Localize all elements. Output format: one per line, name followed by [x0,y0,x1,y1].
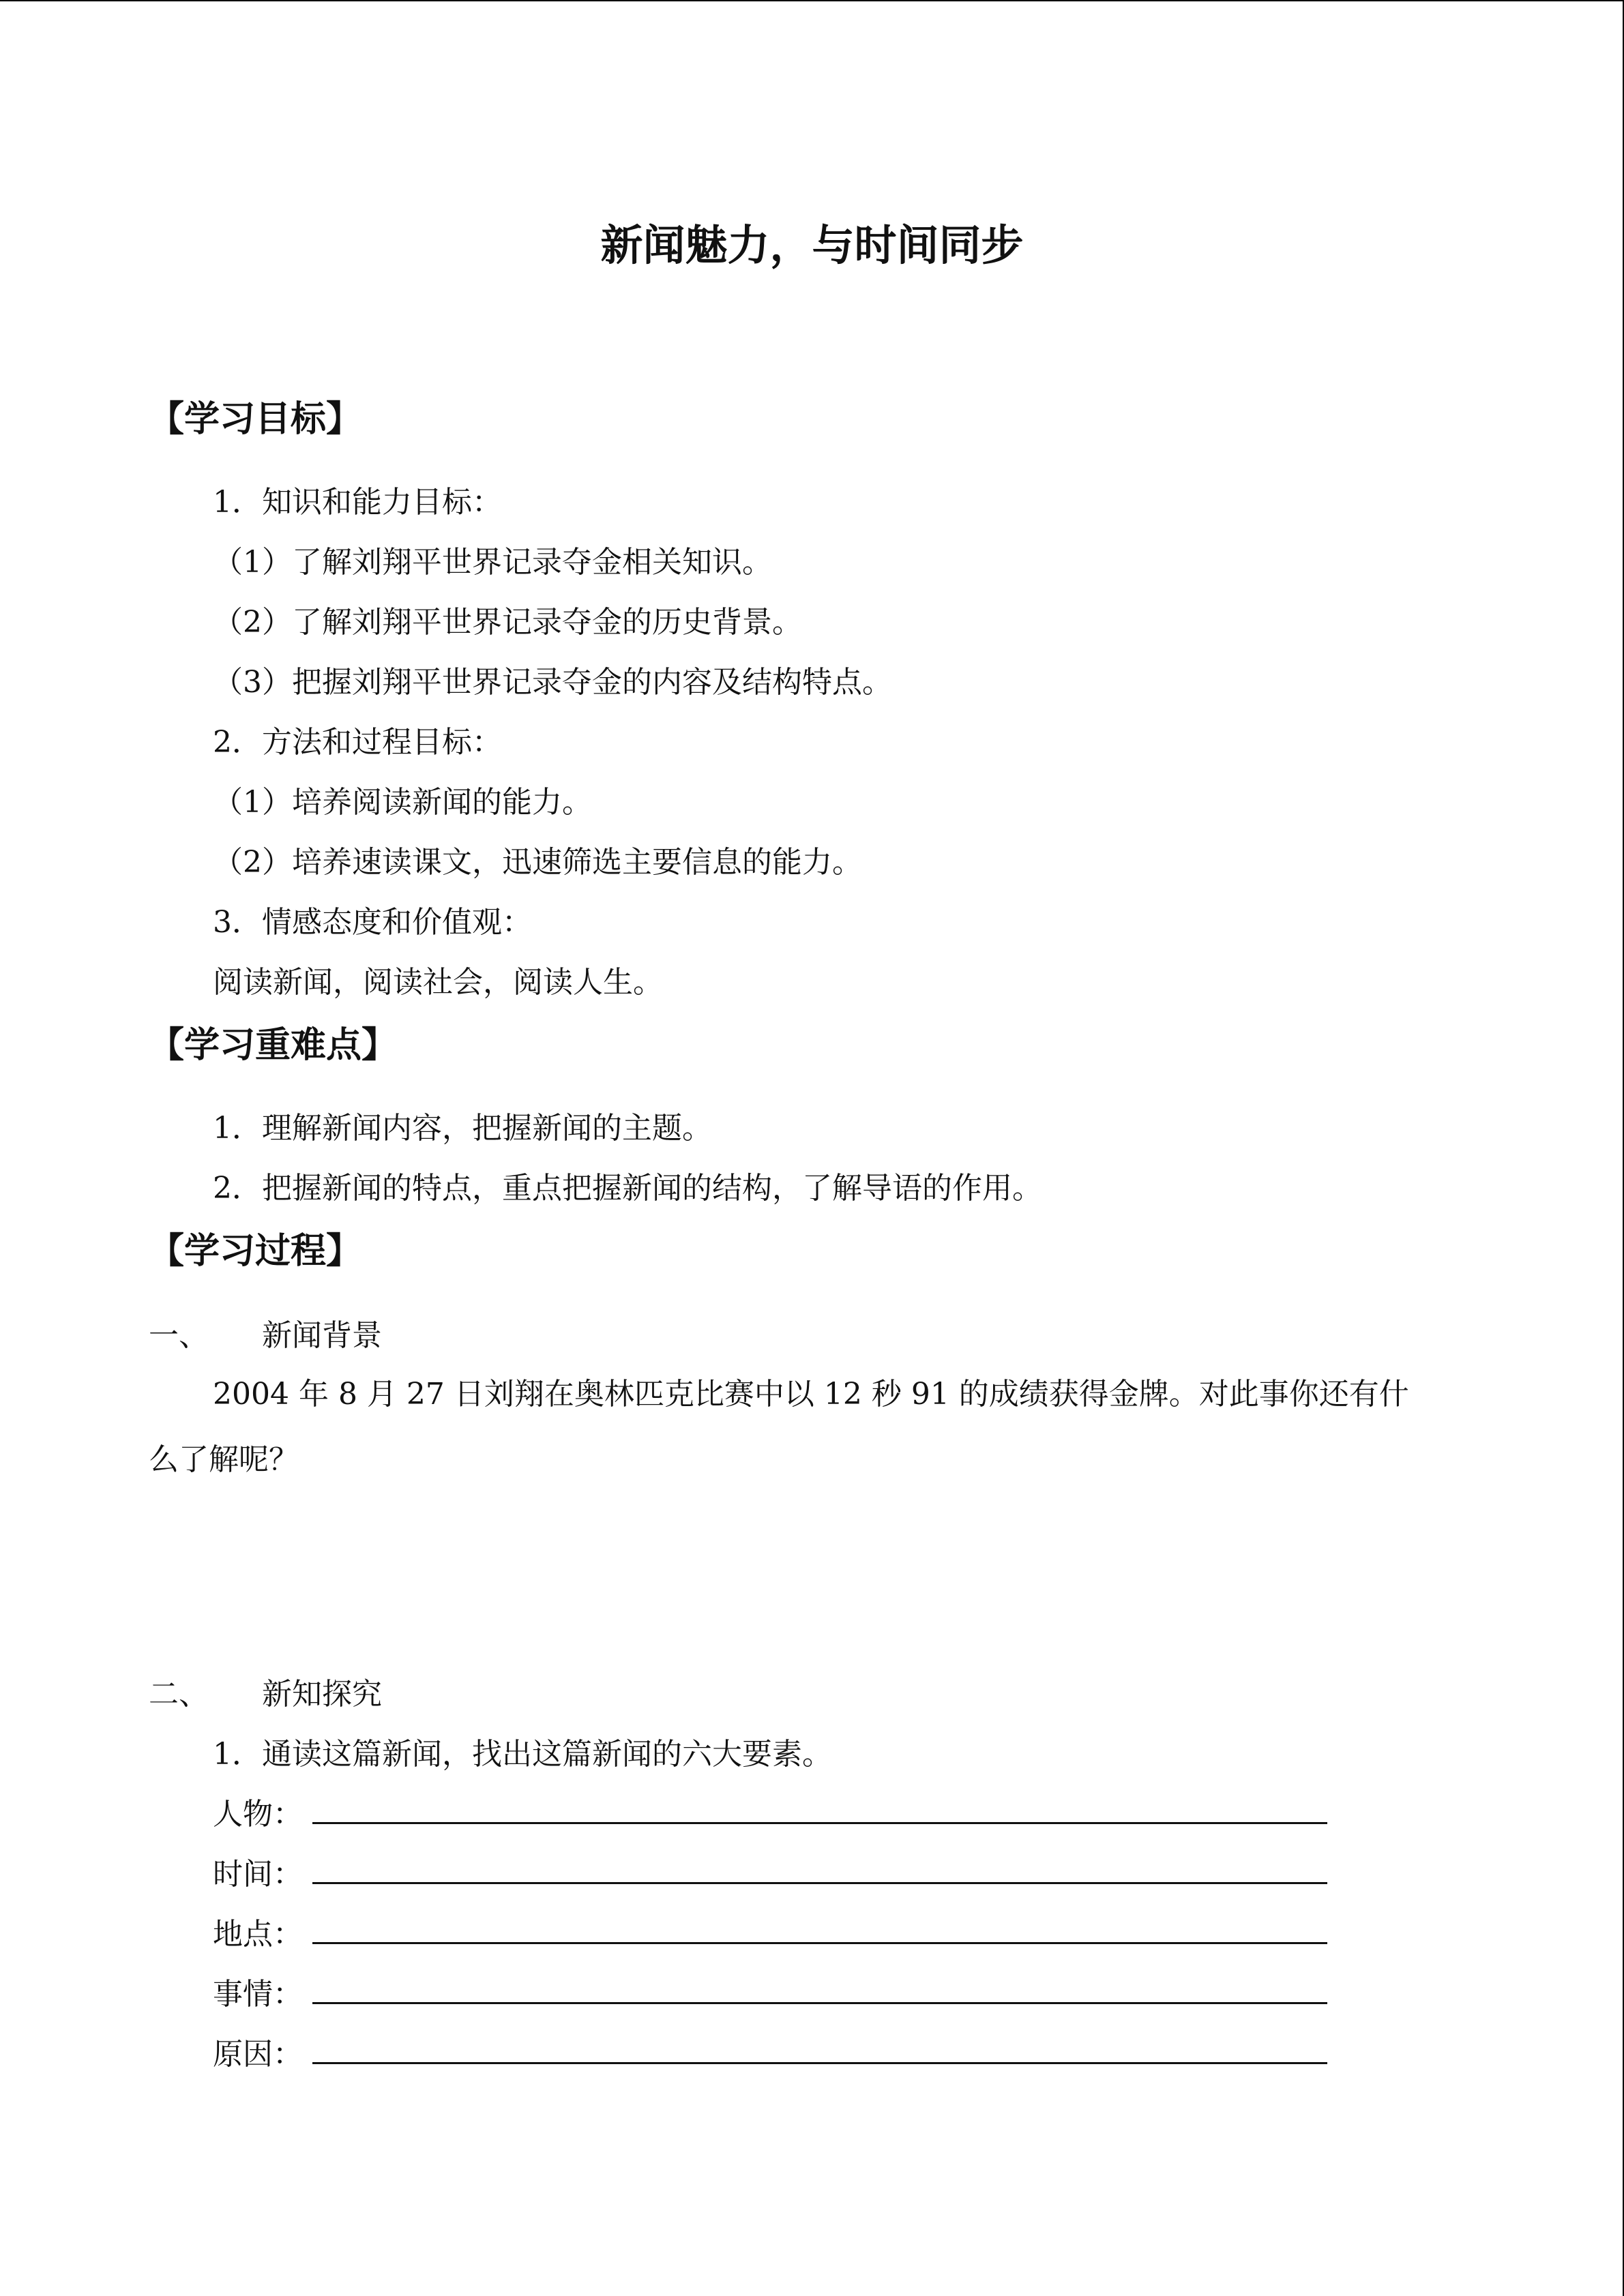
objectives-heading: 【学习目标】 [149,399,362,440]
section-2-title: 新知探究 [262,1677,382,1712]
section-2-instruction: 1．通读这篇新闻，找出这篇新闻的六大要素。 [213,1737,832,1772]
section-1-number: 一、 [149,1318,209,1353]
objective-line: 3．情感态度和价值观： [213,905,532,940]
field-label-person: 人物： [213,1797,303,1832]
objective-line: 2．方法和过程目标： [213,725,502,760]
objective-line: （2）了解刘翔平世界记录夺金的历史背景。 [213,605,802,640]
objective-line: 阅读新闻，阅读社会，阅读人生。 [213,965,663,1000]
field-label-place: 地点： [213,1917,303,1952]
section-1-paragraph-line: 么了解呢？ [149,1442,299,1477]
answer-line-time[interactable] [312,1882,1327,1884]
answer-line-event[interactable] [312,2002,1327,2004]
section-2-number: 二、 [149,1677,209,1712]
objective-line: （3）把握刘翔平世界记录夺金的内容及结构特点。 [213,665,892,700]
objective-line: 1．知识和能力目标： [213,485,502,520]
key-points-heading: 【学习重难点】 [149,1025,398,1066]
field-label-time: 时间： [213,1857,303,1892]
key-point-line: 1．理解新闻内容，把握新闻的主题。 [213,1111,712,1146]
objective-line: （1）培养阅读新闻的能力。 [213,785,592,820]
process-heading: 【学习过程】 [149,1231,362,1272]
field-label-event: 事情： [213,1977,303,2012]
answer-line-person[interactable] [312,1822,1327,1824]
field-label-cause: 原因： [213,2037,303,2072]
objective-line: （2）培养速读课文，迅速筛选主要信息的能力。 [213,845,862,880]
section-1-title: 新闻背景 [262,1318,382,1353]
answer-line-place[interactable] [312,1942,1327,1944]
key-point-line: 2．把握新闻的特点，重点把握新闻的结构，了解导语的作用。 [213,1171,1042,1206]
section-1-paragraph-line: 2004 年 8 月 27 日刘翔在奥林匹克比赛中以 12 秒 91 的成绩获得金牌。对此事你还有什 [213,1377,1409,1412]
objective-line: （1）了解刘翔平世界记录夺金相关知识。 [213,545,772,580]
answer-line-cause[interactable] [312,2062,1327,2064]
page-title: 新闻魅力，与时间同步 [600,220,1024,270]
